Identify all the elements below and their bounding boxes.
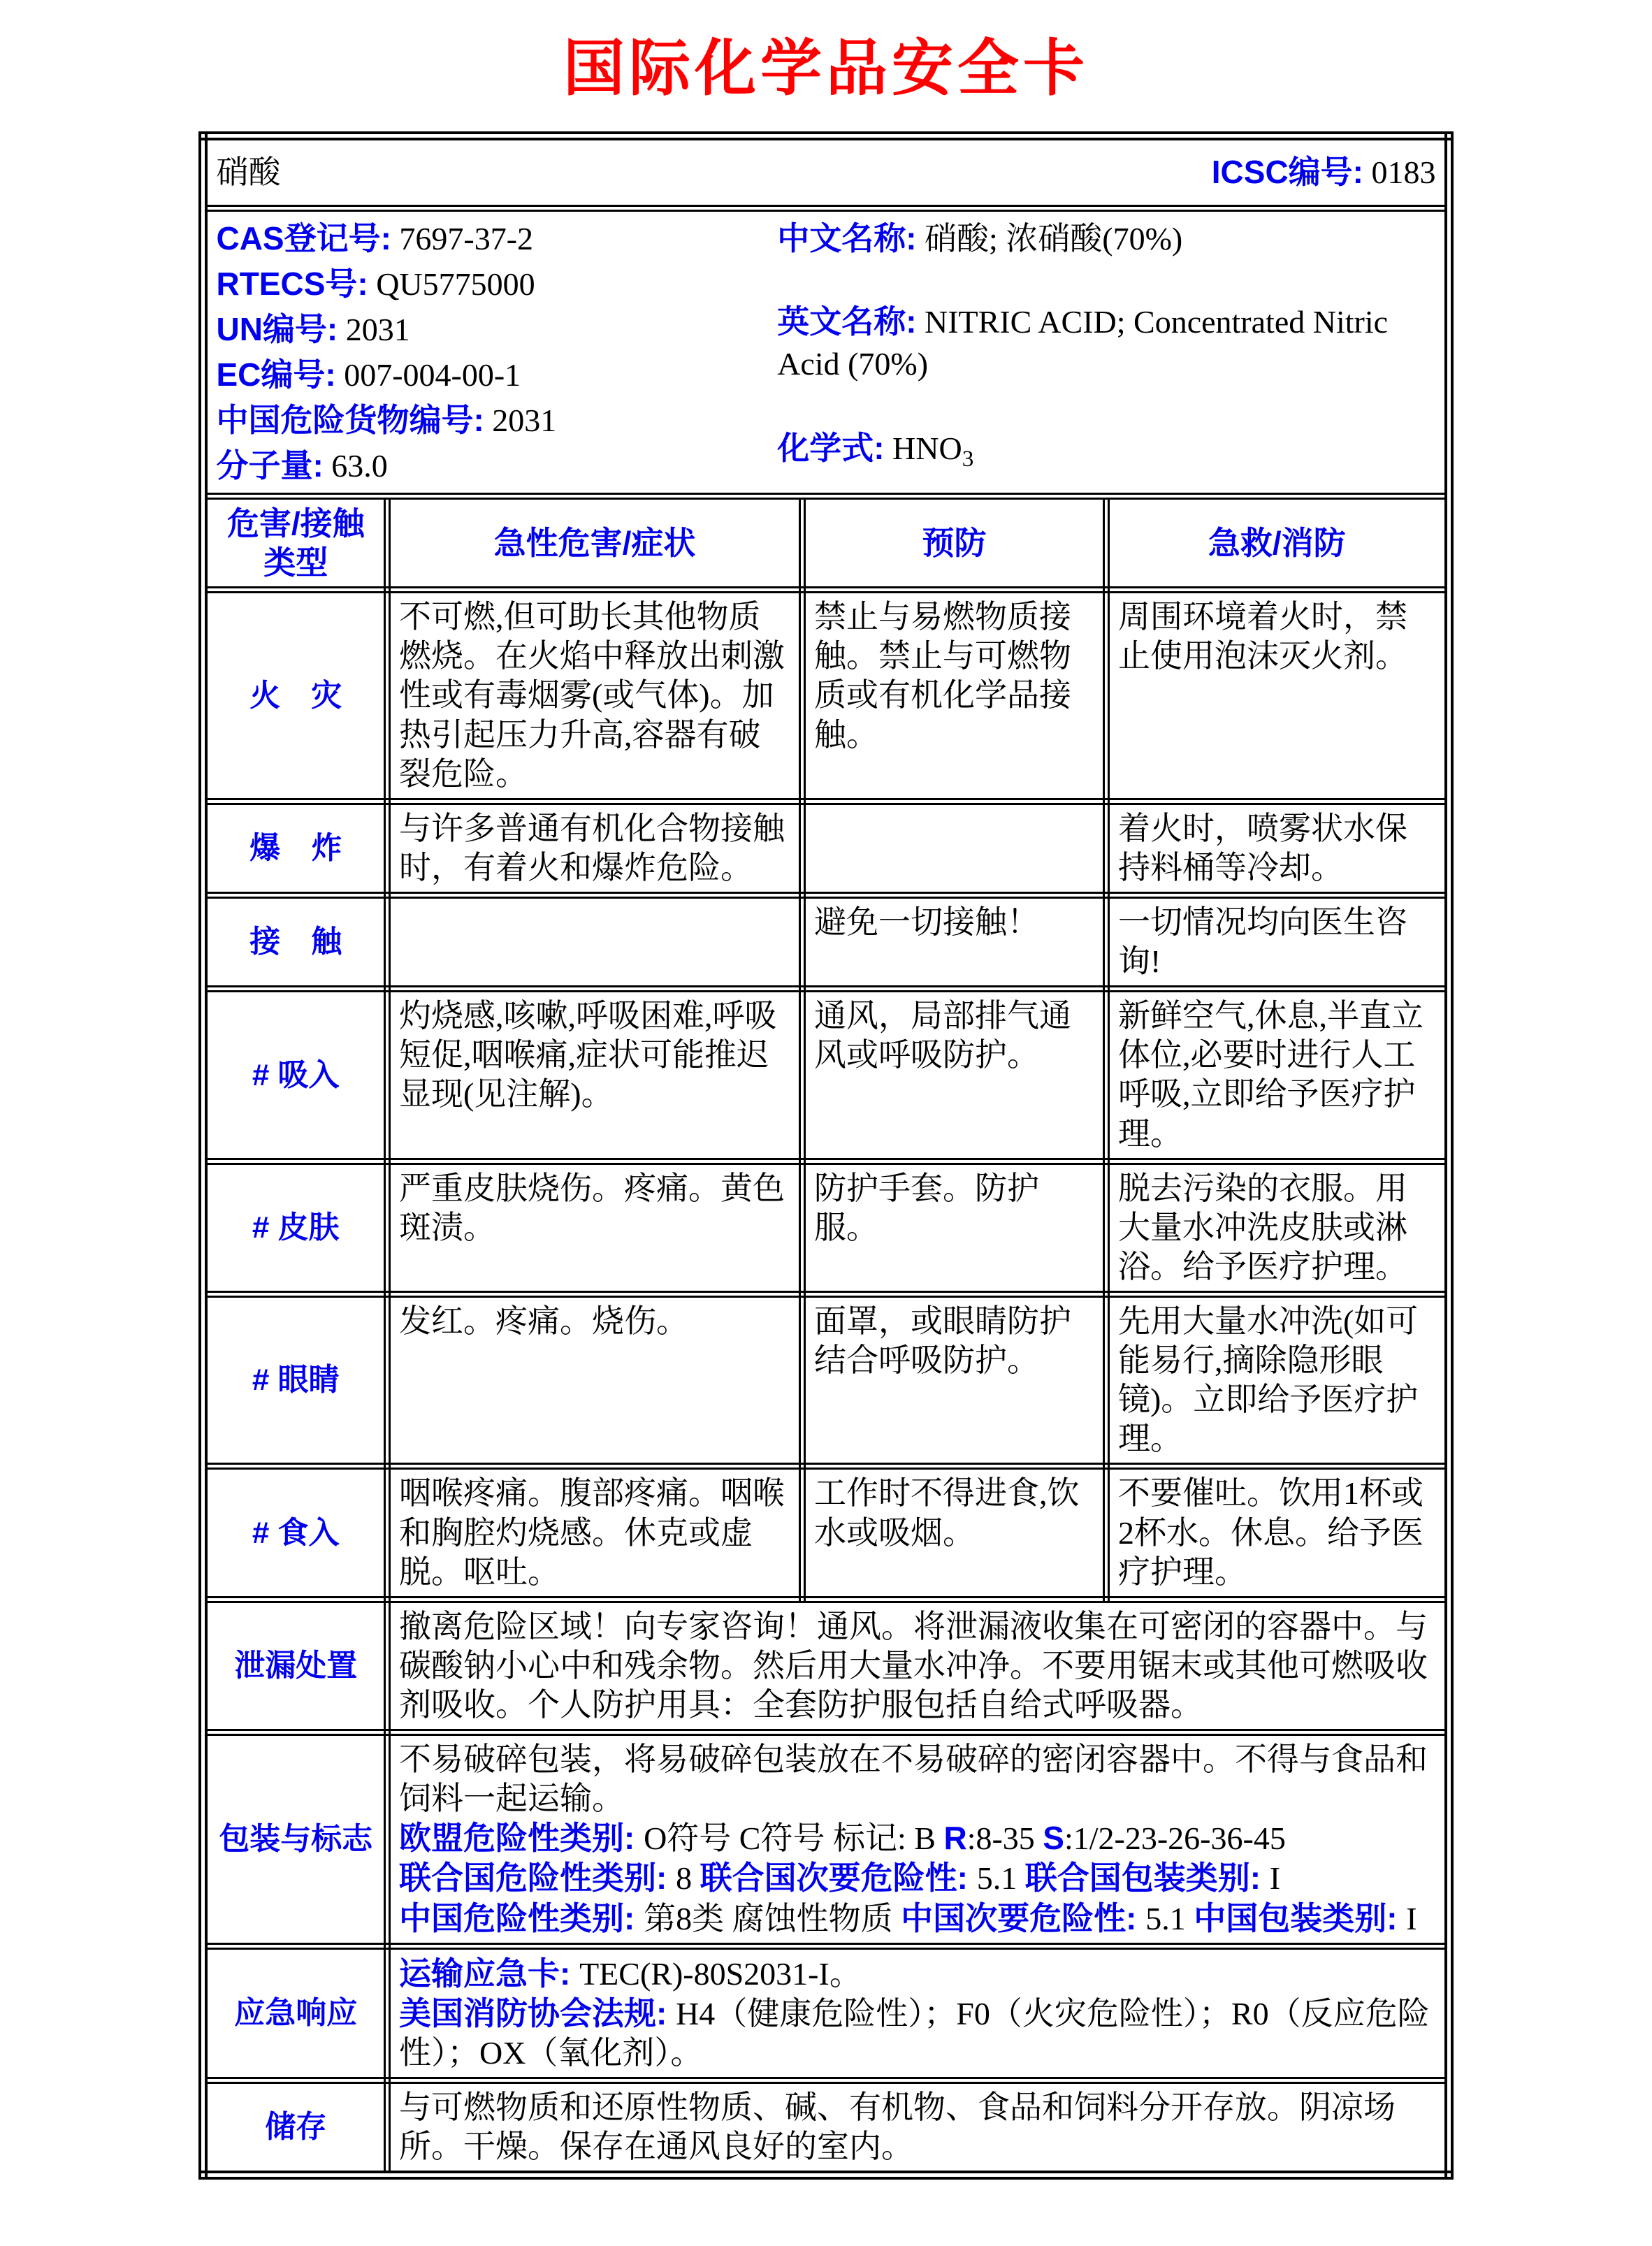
column-header: 预防 bbox=[802, 496, 1106, 590]
english-name-value: NITRIC ACID; Concentrated Nitric Acid (70%) bbox=[777, 304, 1389, 382]
text-segment: 避免一切接触！ bbox=[813, 904, 1039, 940]
text-segment: 5.1 bbox=[976, 1860, 1025, 1897]
names-block bbox=[777, 216, 1435, 488]
row-label: 储存 bbox=[203, 2080, 387, 2175]
icsc-value: 0183 bbox=[1371, 154, 1436, 191]
text-segment: 第8类 腐蚀性物质 bbox=[644, 1900, 901, 1936]
identifier-line bbox=[216, 398, 777, 443]
identifier-line bbox=[216, 216, 777, 261]
text-segment: I bbox=[1406, 1900, 1417, 1936]
paragraph bbox=[814, 1474, 1094, 1552]
text-segment: 发红。疼痛。烧伤。 bbox=[398, 1303, 688, 1339]
hazard-row bbox=[203, 590, 1449, 802]
identifier-value: QU5775000 bbox=[368, 266, 535, 302]
inline-label: 中国次要危险性: bbox=[901, 1899, 1146, 1936]
paragraph bbox=[814, 997, 1094, 1075]
paragraph bbox=[399, 1302, 790, 1341]
text-segment: :8-35 bbox=[966, 1820, 1043, 1857]
text-segment: 着火时，喷雾状水保持料桶等冷却。 bbox=[1117, 810, 1407, 885]
inline-label: 欧盟危险性类别: bbox=[398, 1820, 644, 1857]
text-segment: I bbox=[1269, 1860, 1281, 1897]
paragraph bbox=[814, 1169, 1094, 1247]
paragraph bbox=[814, 1302, 1094, 1380]
identifier-value: 2031 bbox=[484, 403, 557, 438]
identifier-value: 2031 bbox=[338, 312, 410, 347]
row-label: 爆 炸 bbox=[203, 802, 387, 895]
inline-label: S bbox=[1043, 1820, 1064, 1857]
paragraph bbox=[1118, 1474, 1436, 1591]
identifier-value: 7697-37-2 bbox=[391, 221, 534, 256]
paragraph bbox=[399, 1607, 1436, 1725]
paragraph bbox=[399, 1169, 790, 1247]
paragraph bbox=[399, 1740, 1436, 1818]
row-cell bbox=[387, 1732, 1449, 1946]
paragraph bbox=[399, 2088, 1436, 2166]
chinese-name-value: 硝酸; 浓硝酸(70%) bbox=[925, 221, 1183, 256]
row-label: # 吸入 bbox=[203, 989, 387, 1161]
formula-line bbox=[777, 426, 1435, 481]
hazard-row bbox=[203, 1600, 1449, 1732]
paragraph bbox=[399, 997, 790, 1114]
identifier-line bbox=[216, 261, 777, 307]
identifier-line bbox=[216, 443, 777, 488]
paragraph bbox=[1118, 1169, 1436, 1287]
identifiers-block bbox=[216, 216, 1435, 488]
paragraph bbox=[399, 1474, 790, 1591]
identifier-label: 中国危险货物编号: bbox=[216, 402, 484, 438]
row-cell bbox=[802, 895, 1106, 989]
row-cell bbox=[802, 590, 1106, 802]
paragraph bbox=[399, 1954, 1436, 1994]
inline-label: 中国危险性类别: bbox=[398, 1899, 644, 1936]
inline-label: 联合国危险性类别: bbox=[398, 1860, 676, 1897]
identifier-line bbox=[216, 307, 777, 352]
row-label: 接 触 bbox=[203, 895, 387, 989]
hazard-row bbox=[203, 1732, 1449, 1946]
paragraph bbox=[399, 1994, 1436, 2073]
formula-label: 化学式: bbox=[777, 430, 885, 466]
row-cell bbox=[1106, 1294, 1449, 1466]
icsc-number bbox=[1212, 152, 1436, 192]
identifier-label: RTECS号: bbox=[216, 266, 368, 302]
inline-label: 运输应急卡: bbox=[398, 1955, 580, 1992]
formula-value: $HNO_3$ bbox=[892, 430, 974, 472]
row-cell bbox=[387, 989, 802, 1161]
substance-header-cell bbox=[203, 136, 1449, 209]
row-cell bbox=[1106, 895, 1449, 989]
paragraph bbox=[814, 597, 1094, 754]
identifier-label: 分子量: bbox=[216, 447, 324, 484]
paragraph bbox=[1118, 903, 1436, 981]
row-cell bbox=[802, 802, 1106, 895]
text-segment: 一切情况均向医生咨询! bbox=[1117, 904, 1407, 980]
hazard-row bbox=[203, 2080, 1449, 2175]
english-name-label: 英文名称: bbox=[777, 303, 917, 340]
paragraph bbox=[399, 809, 790, 887]
row-cell bbox=[387, 895, 802, 989]
inline-label: 联合国次要危险性: bbox=[700, 1860, 977, 1897]
english-name-line bbox=[777, 300, 1435, 385]
inline-label: 中国包装类别: bbox=[1194, 1899, 1407, 1936]
column-header-row bbox=[203, 496, 1449, 590]
substance-header-row bbox=[203, 136, 1449, 209]
row-cell bbox=[387, 1946, 1449, 2080]
chinese-name-label: 中文名称: bbox=[777, 220, 917, 256]
identifier-list bbox=[216, 216, 777, 488]
hazard-row bbox=[203, 989, 1449, 1161]
row-cell bbox=[802, 1294, 1106, 1466]
text-segment: 与可燃物质和还原性物质、碱、有机物、食品和饲料分开存放。阴凉场所。干燥。保存在通风良好的室内。 bbox=[398, 2089, 1396, 2165]
chinese-name-line bbox=[777, 216, 1435, 261]
paragraph bbox=[399, 1858, 1436, 1898]
icsc-table bbox=[198, 131, 1453, 2180]
text-segment: H4（健康危险性）；F0（火灾危险性）；R0（反应危险性）；OX（氧化剂）。 bbox=[398, 1995, 1430, 2071]
text-segment: 灼烧感,咳嗽,呼吸困难,呼吸短促,咽喉痛,症状可能推迟显现(见注解)。 bbox=[398, 998, 777, 1113]
row-label: 应急响应 bbox=[203, 1946, 387, 2080]
row-cell bbox=[387, 2080, 1449, 2175]
hazard-row bbox=[203, 802, 1449, 895]
paragraph bbox=[1118, 597, 1436, 676]
row-cell bbox=[802, 1161, 1106, 1294]
paragraph bbox=[1118, 1302, 1436, 1458]
text-segment: 脱去污染的衣服。用大量水冲洗皮肤或淋浴。给予医疗护理。 bbox=[1117, 1170, 1407, 1284]
identifier-value: 63.0 bbox=[323, 448, 388, 484]
paragraph bbox=[399, 597, 790, 794]
paragraph bbox=[814, 903, 1094, 942]
paragraph bbox=[399, 1899, 1436, 1939]
inline-label: 联合国包装类别: bbox=[1024, 1860, 1270, 1897]
paragraph bbox=[1118, 997, 1436, 1153]
row-cell bbox=[802, 989, 1106, 1161]
text-segment: 与许多普通有机化合物接触时，有着火和爆炸危险。 bbox=[398, 810, 785, 885]
row-cell bbox=[387, 590, 802, 802]
text-segment: 8 bbox=[676, 1860, 700, 1897]
row-cell bbox=[802, 1466, 1106, 1599]
column-header: 急救/消防 bbox=[1106, 496, 1449, 590]
row-cell bbox=[1106, 1466, 1449, 1599]
identifiers-row bbox=[203, 208, 1449, 496]
text-segment: :1/2-23-26-36-45 bbox=[1064, 1820, 1286, 1857]
text-segment: 周围环境着火时，禁止使用泡沫灭火剂。 bbox=[1117, 599, 1407, 674]
row-label: # 食入 bbox=[203, 1466, 387, 1599]
row-label: # 眼睛 bbox=[203, 1294, 387, 1466]
row-label: 火 灾 bbox=[203, 590, 387, 802]
text-segment: 禁止与易燃物质接触。禁止与可燃物质或有机化学品接触。 bbox=[813, 599, 1071, 753]
text-segment: O符号 C符号 标记: B bbox=[644, 1820, 944, 1857]
hazard-row bbox=[203, 1161, 1449, 1294]
icsc-label: ICSC编号: bbox=[1211, 154, 1364, 191]
hazard-row bbox=[203, 1294, 1449, 1466]
row-cell bbox=[387, 1161, 802, 1294]
text-segment: 工作时不得进食,饮水或吸烟。 bbox=[813, 1475, 1080, 1551]
row-label: # 皮肤 bbox=[203, 1161, 387, 1294]
substance-name: 硝酸 bbox=[216, 154, 281, 190]
text-segment: 撤离危险区域！向专家咨询！通风。将泄漏液收集在可密闭的容器中。与碳酸钠小心中和残余物。然后用大量水冲净。不要用锯末或其他可燃吸收剂吸收。个人防护用具：全套防护服包括自给式呼吸器。 bbox=[398, 1608, 1428, 1723]
identifier-label: EC编号: bbox=[216, 356, 336, 393]
row-cell bbox=[387, 1466, 802, 1599]
text-segment: 不可燃,但可助长其他物质燃烧。在火焰中释放出刺激性或有毒烟雾(或气体)。加热引起压力升高,容器有破裂危险。 bbox=[398, 599, 785, 792]
text-segment: 先用大量水冲洗(如可能易行,摘除隐形眼镜)。立即给予医疗护理。 bbox=[1117, 1303, 1419, 1457]
text-segment: 新鲜空气,休息,半直立体位,必要时进行人工呼吸,立即给予医疗护理。 bbox=[1117, 998, 1423, 1152]
inline-label: R bbox=[943, 1820, 967, 1857]
row-cell bbox=[1106, 802, 1449, 895]
identifier-value: 007-004-00-1 bbox=[335, 357, 521, 393]
text-segment: 面罩，或眼睛防护结合呼吸防护。 bbox=[813, 1303, 1071, 1379]
text-segment: 不要催吐。饮用1杯或2杯水。休息。给予医疗护理。 bbox=[1117, 1475, 1423, 1590]
row-cell bbox=[387, 1600, 1449, 1732]
text-segment: 严重皮肤烧伤。疼痛。黄色斑渍。 bbox=[398, 1170, 785, 1245]
inline-label: 美国消防协会法规: bbox=[398, 1994, 676, 2031]
text-segment: 5.1 bbox=[1145, 1900, 1194, 1936]
hazard-row bbox=[203, 895, 1449, 989]
identifier-label: CAS登记号: bbox=[216, 220, 391, 256]
page-title: 国际化学品安全卡 bbox=[563, 31, 1089, 104]
text-segment: 咽喉疼痛。腹部疼痛。咽喉和胸腔灼烧感。休克或虚脱。呕吐。 bbox=[398, 1475, 785, 1590]
paragraph bbox=[399, 1818, 1436, 1858]
column-header: 急性危害/症状 bbox=[387, 496, 802, 590]
hazard-row bbox=[203, 1466, 1449, 1599]
row-label: 包装与标志 bbox=[203, 1732, 387, 1946]
identifier-line bbox=[216, 352, 777, 398]
column-header: 危害/接触类型 bbox=[203, 496, 387, 590]
hazard-row bbox=[203, 1946, 1449, 2080]
identifier-label: UN编号: bbox=[216, 311, 338, 347]
text-segment: 防护手套。防护服。 bbox=[813, 1170, 1039, 1245]
paragraph bbox=[1118, 809, 1436, 887]
row-cell bbox=[387, 1294, 802, 1466]
row-cell bbox=[1106, 989, 1449, 1161]
identifiers-cell bbox=[203, 208, 1449, 496]
row-cell bbox=[387, 802, 802, 895]
row-cell bbox=[1106, 1161, 1449, 1294]
substance-header bbox=[216, 145, 1435, 201]
formula-subscript: 3 bbox=[962, 446, 974, 472]
row-cell bbox=[1106, 590, 1449, 802]
row-label: 泄漏处置 bbox=[203, 1600, 387, 1732]
text-segment: TEC(R)-80S2031-I。 bbox=[579, 1955, 862, 1992]
text-segment: 通风，局部排气通风或呼吸防护。 bbox=[813, 998, 1071, 1073]
text-segment: 不易破碎包装，将易破碎包装放在不易破碎的密闭容器中。不得与食品和饲料一起运输。 bbox=[398, 1741, 1428, 1817]
